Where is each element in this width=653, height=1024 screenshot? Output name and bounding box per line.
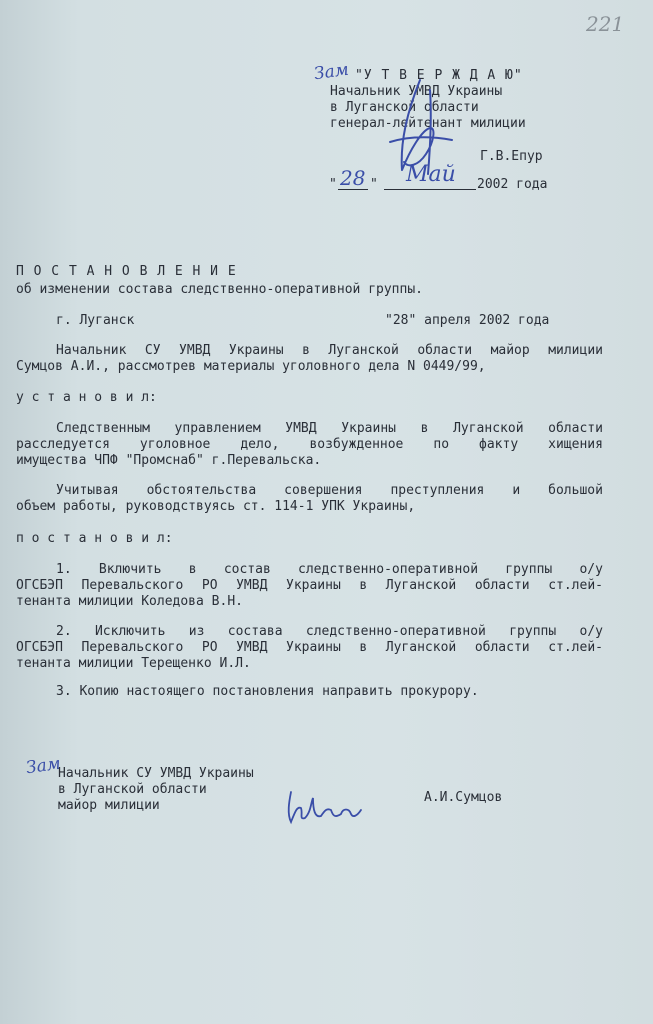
item-1-line-1: 1. Включить в состав следственно-оперативной группы о/у: [56, 562, 603, 577]
approval-signature-icon: [360, 70, 470, 180]
approval-line-3: генерал-лейтенант милиции: [330, 116, 526, 131]
head-signature-icon: [285, 788, 365, 828]
signature-block-name: А.И.Сумцов: [424, 790, 503, 805]
decree-subject: об изменении состава следственно-оперативной группы.: [16, 282, 423, 297]
approval-line-2: в Луганской области: [330, 100, 479, 115]
approval-date-year: 2002 года: [477, 177, 548, 192]
approval-date-close-quote: ": [370, 177, 378, 192]
signature-block-line-2: в Луганской области: [58, 782, 207, 797]
approval-name: Г.В.Епур: [480, 149, 543, 164]
decree-city: г. Луганск: [56, 313, 135, 328]
item-2-line-2: ОГСБЭП Перевальского РО УМВД Украины в Луганской области ст.лей-: [16, 640, 603, 655]
item-1-line-2: ОГСБЭП Перевальского РО УМВД Украины в Луганской области ст.лей-: [16, 578, 603, 593]
item-1-line-3: тенанта милиции Коледова В.Н.: [16, 594, 243, 609]
established-heading: у с т а н о в и л:: [16, 390, 157, 405]
signature-block-mark: Зам: [24, 753, 63, 779]
paragraph-1-line-1: Следственным управлением УМВД Украины в Луганской области: [56, 421, 603, 436]
approval-date-month-line: [384, 189, 476, 190]
approval-line-1: Начальник УМВД Украины: [330, 84, 503, 99]
item-3: 3. Копию настоящего постановления направить прокурору.: [56, 684, 479, 699]
paragraph-1-line-2: расследуется уголовное дело, возбужденное по факту хищения: [16, 437, 603, 452]
page-number: 221: [586, 12, 625, 36]
signature-block-line-1: Начальник СУ УМВД Украины: [58, 766, 254, 781]
approval-title: "У Т В Е Р Ж Д А Ю": [355, 68, 523, 83]
paragraph-2-line-2: объем работы, руководствуясь ст. 114-1 УПК Украины,: [16, 499, 416, 514]
signature-block-line-3: майор милиции: [58, 798, 160, 813]
approval-date-open-quote: ": [329, 177, 337, 192]
paragraph-2-line-1: Учитывая обстоятельства совершения преступления и большой: [56, 483, 603, 498]
resolved-heading: п о с т а н о в и л:: [16, 531, 173, 546]
decree-heading: П О С Т А Н О В Л Е Н И Е: [16, 264, 237, 279]
approval-date-day: 28: [340, 166, 366, 190]
item-2-line-1: 2. Исключить из состава следственно-оперативной группы о/у: [56, 624, 603, 639]
approval-handwritten-mark: Зам: [312, 59, 351, 85]
intro-line-2: Сумцов А.И., рассмотрев материалы уголовного дела N 0449/99,: [16, 359, 486, 374]
approval-date-month: Май: [406, 162, 456, 187]
item-2-line-3: тенанта милиции Терещенко И.Л.: [16, 656, 251, 671]
intro-line-1: Начальник СУ УМВД Украины в Луганской области майор милиции: [56, 343, 603, 358]
decree-date: "28" апреля 2002 года: [385, 313, 550, 328]
paragraph-1-line-3: имущества ЧПФ "Промснаб" г.Перевальска.: [16, 453, 322, 468]
approval-date-day-line: [338, 189, 368, 190]
